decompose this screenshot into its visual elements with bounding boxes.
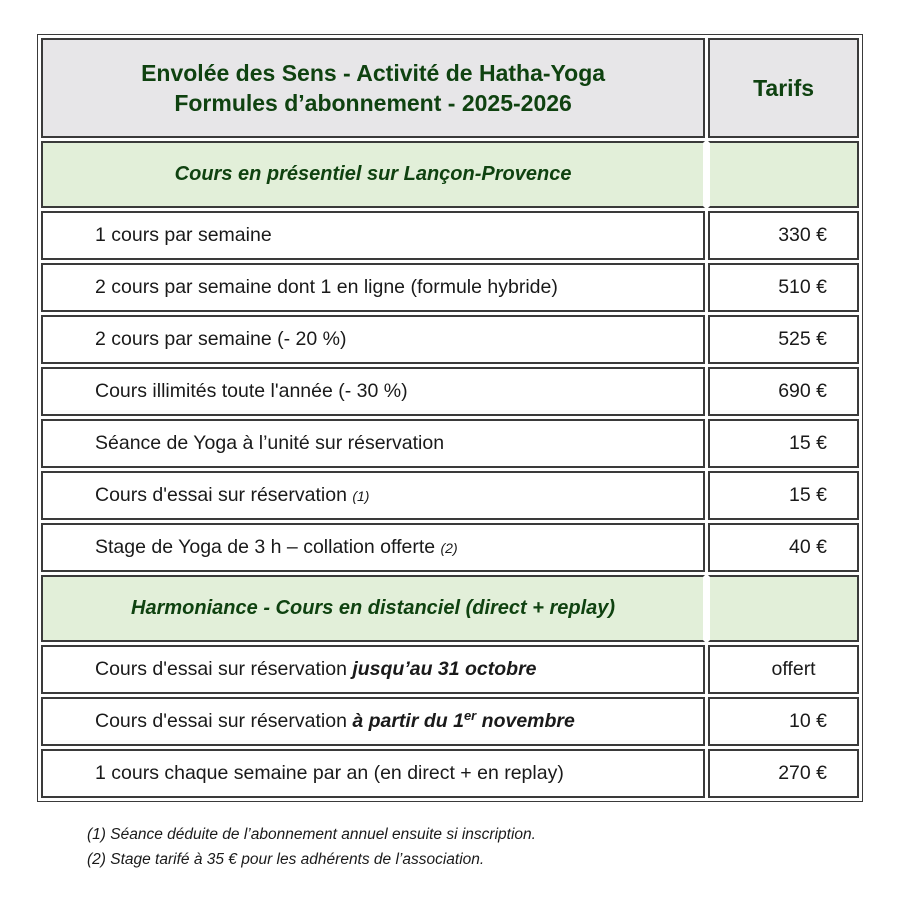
table-row [41,471,859,520]
table-row [41,367,859,416]
item-label: Cours d'essai sur réservation [95,484,353,506]
item-label-cell [41,645,705,694]
price-column-header-label: Tarifs [753,74,815,101]
table-title-cell [41,38,705,138]
table-row [41,263,859,312]
section-price-empty [708,575,859,642]
price-column-header [708,38,859,138]
pricing-table [37,34,863,802]
item-price: 510 € [708,263,859,312]
table-row [41,523,859,572]
emphasis-text: à partir du 1 [352,710,464,732]
item-price: 15 € [708,471,859,520]
item-label: 1 cours chaque semaine par an (en direct + en replay) [41,749,705,798]
table-row [41,315,859,364]
item-price: 40 € [708,523,859,572]
table-title-line-1: Envolée des Sens - Activité de Hatha-Yoga [141,60,606,86]
item-label: Séance de Yoga à l’unité sur réservation [41,419,705,468]
item-price: 330 € [708,211,859,260]
item-price: 525 € [708,315,859,364]
footnote-ref: (2) [440,540,458,556]
section-title: Cours en présentiel sur Lançon-Provence [41,141,705,208]
item-label: 2 cours par semaine dont 1 en ligne (formule hybride) [41,263,705,312]
item-label: 1 cours par semaine [41,211,705,260]
item-label-emphasis: jusqu’au 31 octobre [352,658,537,680]
item-price: offert [708,645,859,694]
emphasis-text: novembre [476,710,575,732]
table-header-row [41,38,859,138]
item-label: Cours d'essai sur réservation [95,658,353,680]
item-price: 10 € [708,697,859,746]
table-row [41,697,859,746]
section-title: Harmoniance - Cours en distanciel (direct + replay) [41,575,705,642]
section-price-empty [708,141,859,208]
footnote-2: (2) Stage tarifé à 35 € pour les adhérents de l’association. [87,851,485,868]
footnote-ref: (1) [352,488,370,504]
item-price: 270 € [708,749,859,798]
item-label: Cours d'essai sur réservation [95,710,353,732]
section-row-presentiel [41,141,859,208]
table-row [41,749,859,798]
footnote-1: (1) Séance déduite de l’abonnement annuel ensuite si inscription. [87,826,536,843]
table-title-line-2: Formules d’abonnement - 2025-2026 [174,90,572,116]
table-row [41,419,859,468]
table-row [41,645,859,694]
item-price: 690 € [708,367,859,416]
item-label-emphasis [352,710,575,732]
ordinal-superscript: er [463,708,477,723]
item-label: Cours illimités toute l'année (- 30 %) [41,367,705,416]
item-label-cell [41,697,705,746]
table-row [41,211,859,260]
item-label-cell [41,523,705,572]
item-label: Stage de Yoga de 3 h – collation offerte [95,536,441,558]
item-price: 15 € [708,419,859,468]
section-row-distanciel [41,575,859,642]
item-label: 2 cours par semaine (- 20 %) [41,315,705,364]
item-label-cell [41,471,705,520]
footnotes [87,822,536,872]
